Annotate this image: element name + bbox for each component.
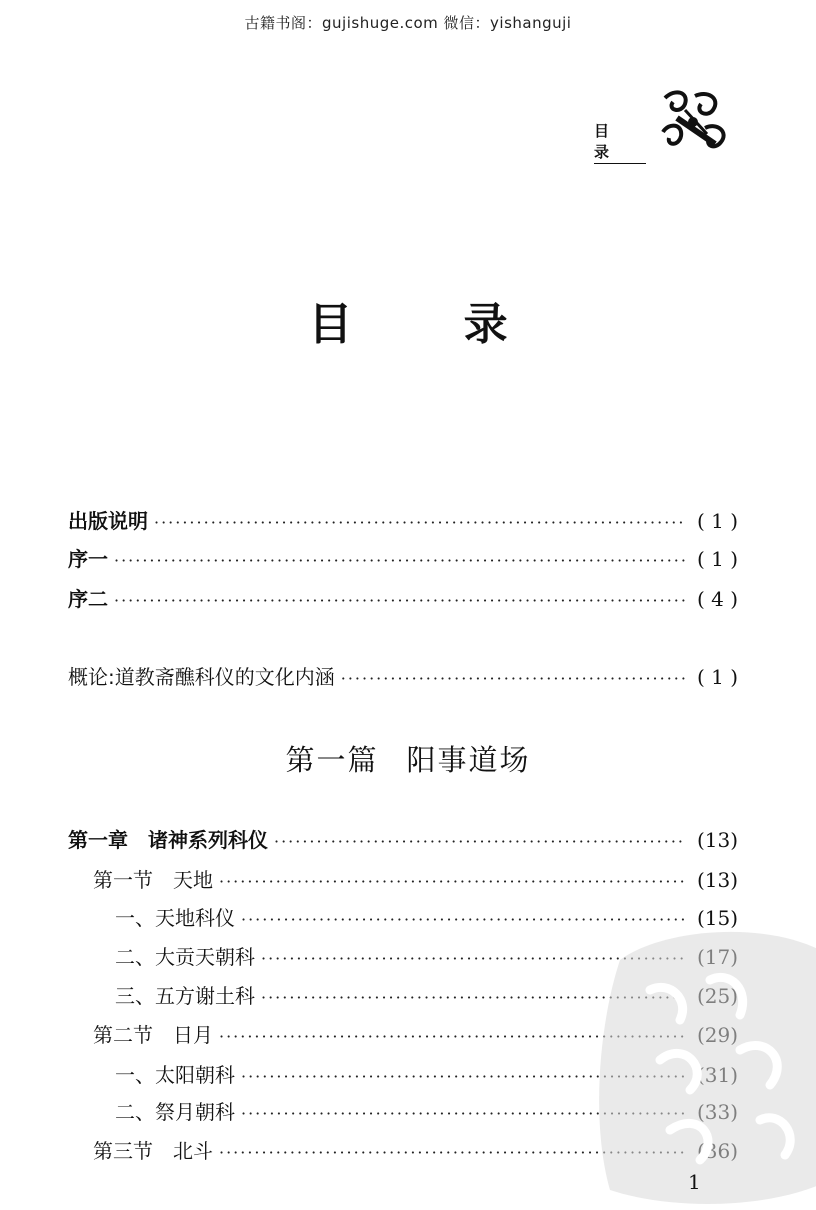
- toc-entry-label: 出版说明: [68, 509, 148, 533]
- page-number: 1: [688, 1170, 701, 1194]
- toc-entry-label: 二、祭月朝科: [115, 1100, 235, 1124]
- toc-entry-page: (13): [696, 828, 738, 852]
- toc-entry-page: ( 1 ): [696, 665, 738, 689]
- toc-entry-page: ( 4 ): [696, 587, 738, 611]
- site-watermark: 古籍书阁：gujishuge.com 微信：yishanguji: [244, 14, 572, 32]
- toc-entry-page: (13): [696, 868, 738, 892]
- toc-entry-front-matter[interactable]: [68, 543, 738, 573]
- toc-entry-label: 第一节 天地: [93, 868, 213, 892]
- toc-entry-label: 一、天地科仪: [115, 906, 235, 930]
- toc-entry-page: (15): [696, 906, 738, 930]
- toc-entry-label: 一、太阳朝科: [115, 1063, 235, 1087]
- toc-entry-intro[interactable]: [68, 661, 738, 691]
- toc-entry-label: 第三节 北斗: [93, 1139, 213, 1163]
- library-seal-stamp: [590, 920, 816, 1210]
- ornament-icon: [655, 88, 731, 154]
- toc-entry-label: 第二节 日月: [93, 1023, 213, 1047]
- dot-leader: [219, 872, 686, 891]
- part-title: 阳事道场: [406, 743, 531, 777]
- page-title: 目 录: [308, 299, 556, 350]
- toc-entry-page: ( 1 ): [696, 509, 738, 533]
- toc-entry-section[interactable]: [93, 864, 738, 894]
- toc-entry-label: 二、大贡天朝科: [115, 945, 255, 969]
- running-head: 目 录: [594, 120, 646, 164]
- toc-entry-label: 序一: [68, 547, 108, 571]
- toc-entry-front-matter[interactable]: [68, 583, 738, 613]
- toc-entry-chapter[interactable]: [68, 824, 738, 854]
- toc-entry-label: 概论:道教斋醮科仪的文化内涵: [68, 665, 335, 689]
- dot-leader: [274, 832, 686, 851]
- toc-entry-label: 第一章 诸神系列科仪: [68, 828, 268, 852]
- dot-leader: [341, 669, 686, 688]
- dot-leader: [114, 591, 686, 610]
- dot-leader: [114, 551, 686, 570]
- toc-entry-page: ( 1 ): [696, 547, 738, 571]
- toc-entry-label: 三、五方谢土科: [115, 984, 255, 1008]
- toc-entry-label: 序二: [68, 587, 108, 611]
- part-heading: [0, 738, 816, 779]
- toc-entry-front-matter[interactable]: [68, 505, 738, 535]
- part-number: 第一篇: [285, 743, 379, 777]
- dot-leader: [154, 513, 686, 532]
